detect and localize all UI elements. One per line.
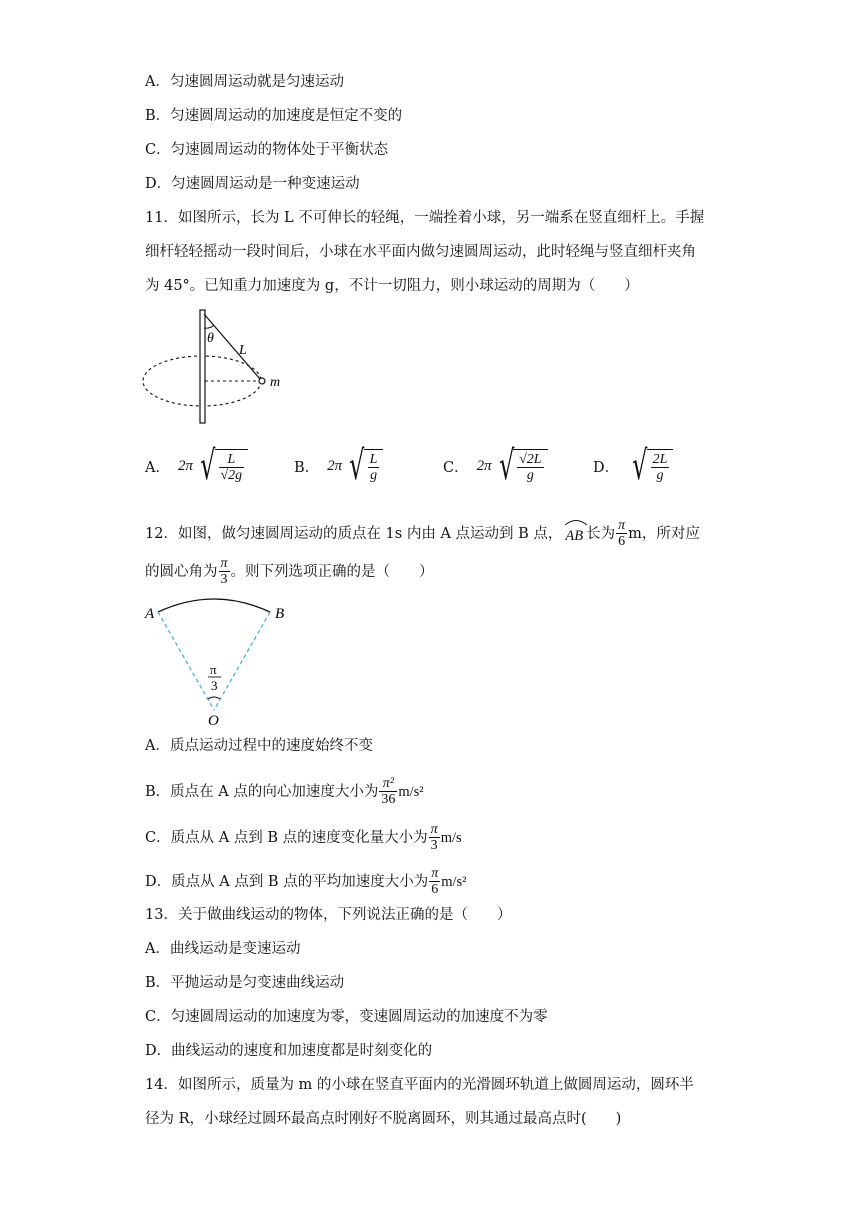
q11-ball	[259, 378, 265, 384]
q11-option-c: C． 2π √ $\frac{√2L}{g}$	[443, 446, 548, 486]
q12-label-o: O	[208, 713, 219, 728]
q13-stem: 13．关于做曲线运动的物体，下列说法正确的是（ ）	[145, 907, 512, 923]
q10-option-d: D．匀速圆周运动是一种变速运动	[145, 176, 360, 192]
q12-option-d: D．质点从 A 点到 B 点的平均加速度大小为 $\frac{\pi}{6}$ m/s²	[145, 866, 467, 897]
q10-option-a: A．匀速圆周运动就是匀速运动	[145, 74, 344, 90]
q12-stem-line2: 的圆心角为 $\frac{\pi}{3}$ 。则下列选项正确的是（ ）	[145, 556, 434, 587]
q12-label-b: B	[275, 606, 285, 622]
q11-mass-label: m	[270, 375, 281, 390]
q11-length-label: L	[239, 343, 247, 358]
q12-angle-den: 3	[211, 678, 218, 693]
q12-angle-arc	[208, 697, 220, 699]
q12-angle-num: π	[210, 662, 217, 677]
q11-vertical-rod	[200, 310, 205, 423]
sqrt-sign: √ $\frac{√2L}{g}$	[494, 446, 548, 486]
q12-option-c: C．质点从 A 点到 B 点的速度变化量大小为 $\frac{\pi}{3}$ m/s	[145, 822, 462, 853]
sqrt-sign: √ $\frac{L}{√2g}$	[195, 446, 248, 486]
q13-option-c: C．匀速圆周运动的加速度为零，变速圆周运动的加速度不为零	[145, 1009, 548, 1025]
q12-radius-ob	[214, 612, 270, 710]
sqrt-sign: √ $\frac{2L}{g}$	[627, 446, 673, 486]
q14-stem-line1: 14．如图所示，质量为 m 的小球在竖直平面内的光滑圆环轨道上做圆周运动，圆环半	[145, 1077, 694, 1093]
q11-pendulum-figure	[140, 306, 300, 426]
sqrt-sign: √ $\frac{L}{g}$	[344, 446, 383, 486]
arc-ab: AB	[565, 522, 583, 546]
q11-stem-line3: 为 45°。已知重力加速度为 g，不计一切阻力，则小球运动的周期为（ ）	[145, 278, 639, 294]
q13-option-b: B．平抛运动是匀变速曲线运动	[145, 975, 345, 991]
q11-string	[204, 314, 260, 379]
q11-stem-line1: 11．如图所示，长为 L 不可伸长的轻绳，一端拴着小球，另一端系在竖直细杆上。手握	[145, 210, 705, 226]
q11-theta-label: θ	[207, 331, 214, 346]
q13-option-a: A．曲线运动是变速运动	[145, 941, 301, 957]
q11-option-b: B． 2π √ $\frac{L}{g}$	[294, 446, 383, 486]
q12-label-a: A	[145, 606, 155, 622]
q10-option-c: C．匀速圆周运动的物体处于平衡状态	[145, 142, 389, 158]
q12-option-a: A．质点运动过程中的速度始终不变	[145, 738, 373, 754]
q11-option-d: D． √ $\frac{2L}{g}$	[593, 446, 673, 486]
q10-option-b: B．匀速圆周运动的加速度是恒定不变的	[145, 108, 403, 124]
q11-stem-line2: 细杆轻轻摇动一段时间后，小球在水平面内做匀速圆周运动，此时轻绳与竖直细杆夹角	[145, 244, 696, 260]
q12-stem-line1: 12．如图，做匀速圆周运动的质点在 1s 内由 A 点运动到 B 点， AB 长为 $\frac{\pi}{6}$ m，所对应	[145, 518, 700, 549]
q11-option-a: A． 2π √ $\frac{L}{√2g}$	[145, 446, 248, 486]
q12-sector-figure	[140, 598, 300, 728]
q13-option-d: D．曲线运动的速度和加速度都是时刻变化的	[145, 1043, 433, 1059]
q14-stem-line2: 径为 R，小球经过圆环最高点时刚好不脱离圆环，则其通过最高点时( )	[145, 1111, 622, 1127]
q12-radius-oa	[158, 612, 214, 710]
q12-option-b: B．质点在 A 点的向心加速度大小为 $\frac{\text{π²}}{36}$ m/s²	[145, 776, 424, 807]
q12-arc-ab	[158, 599, 270, 612]
